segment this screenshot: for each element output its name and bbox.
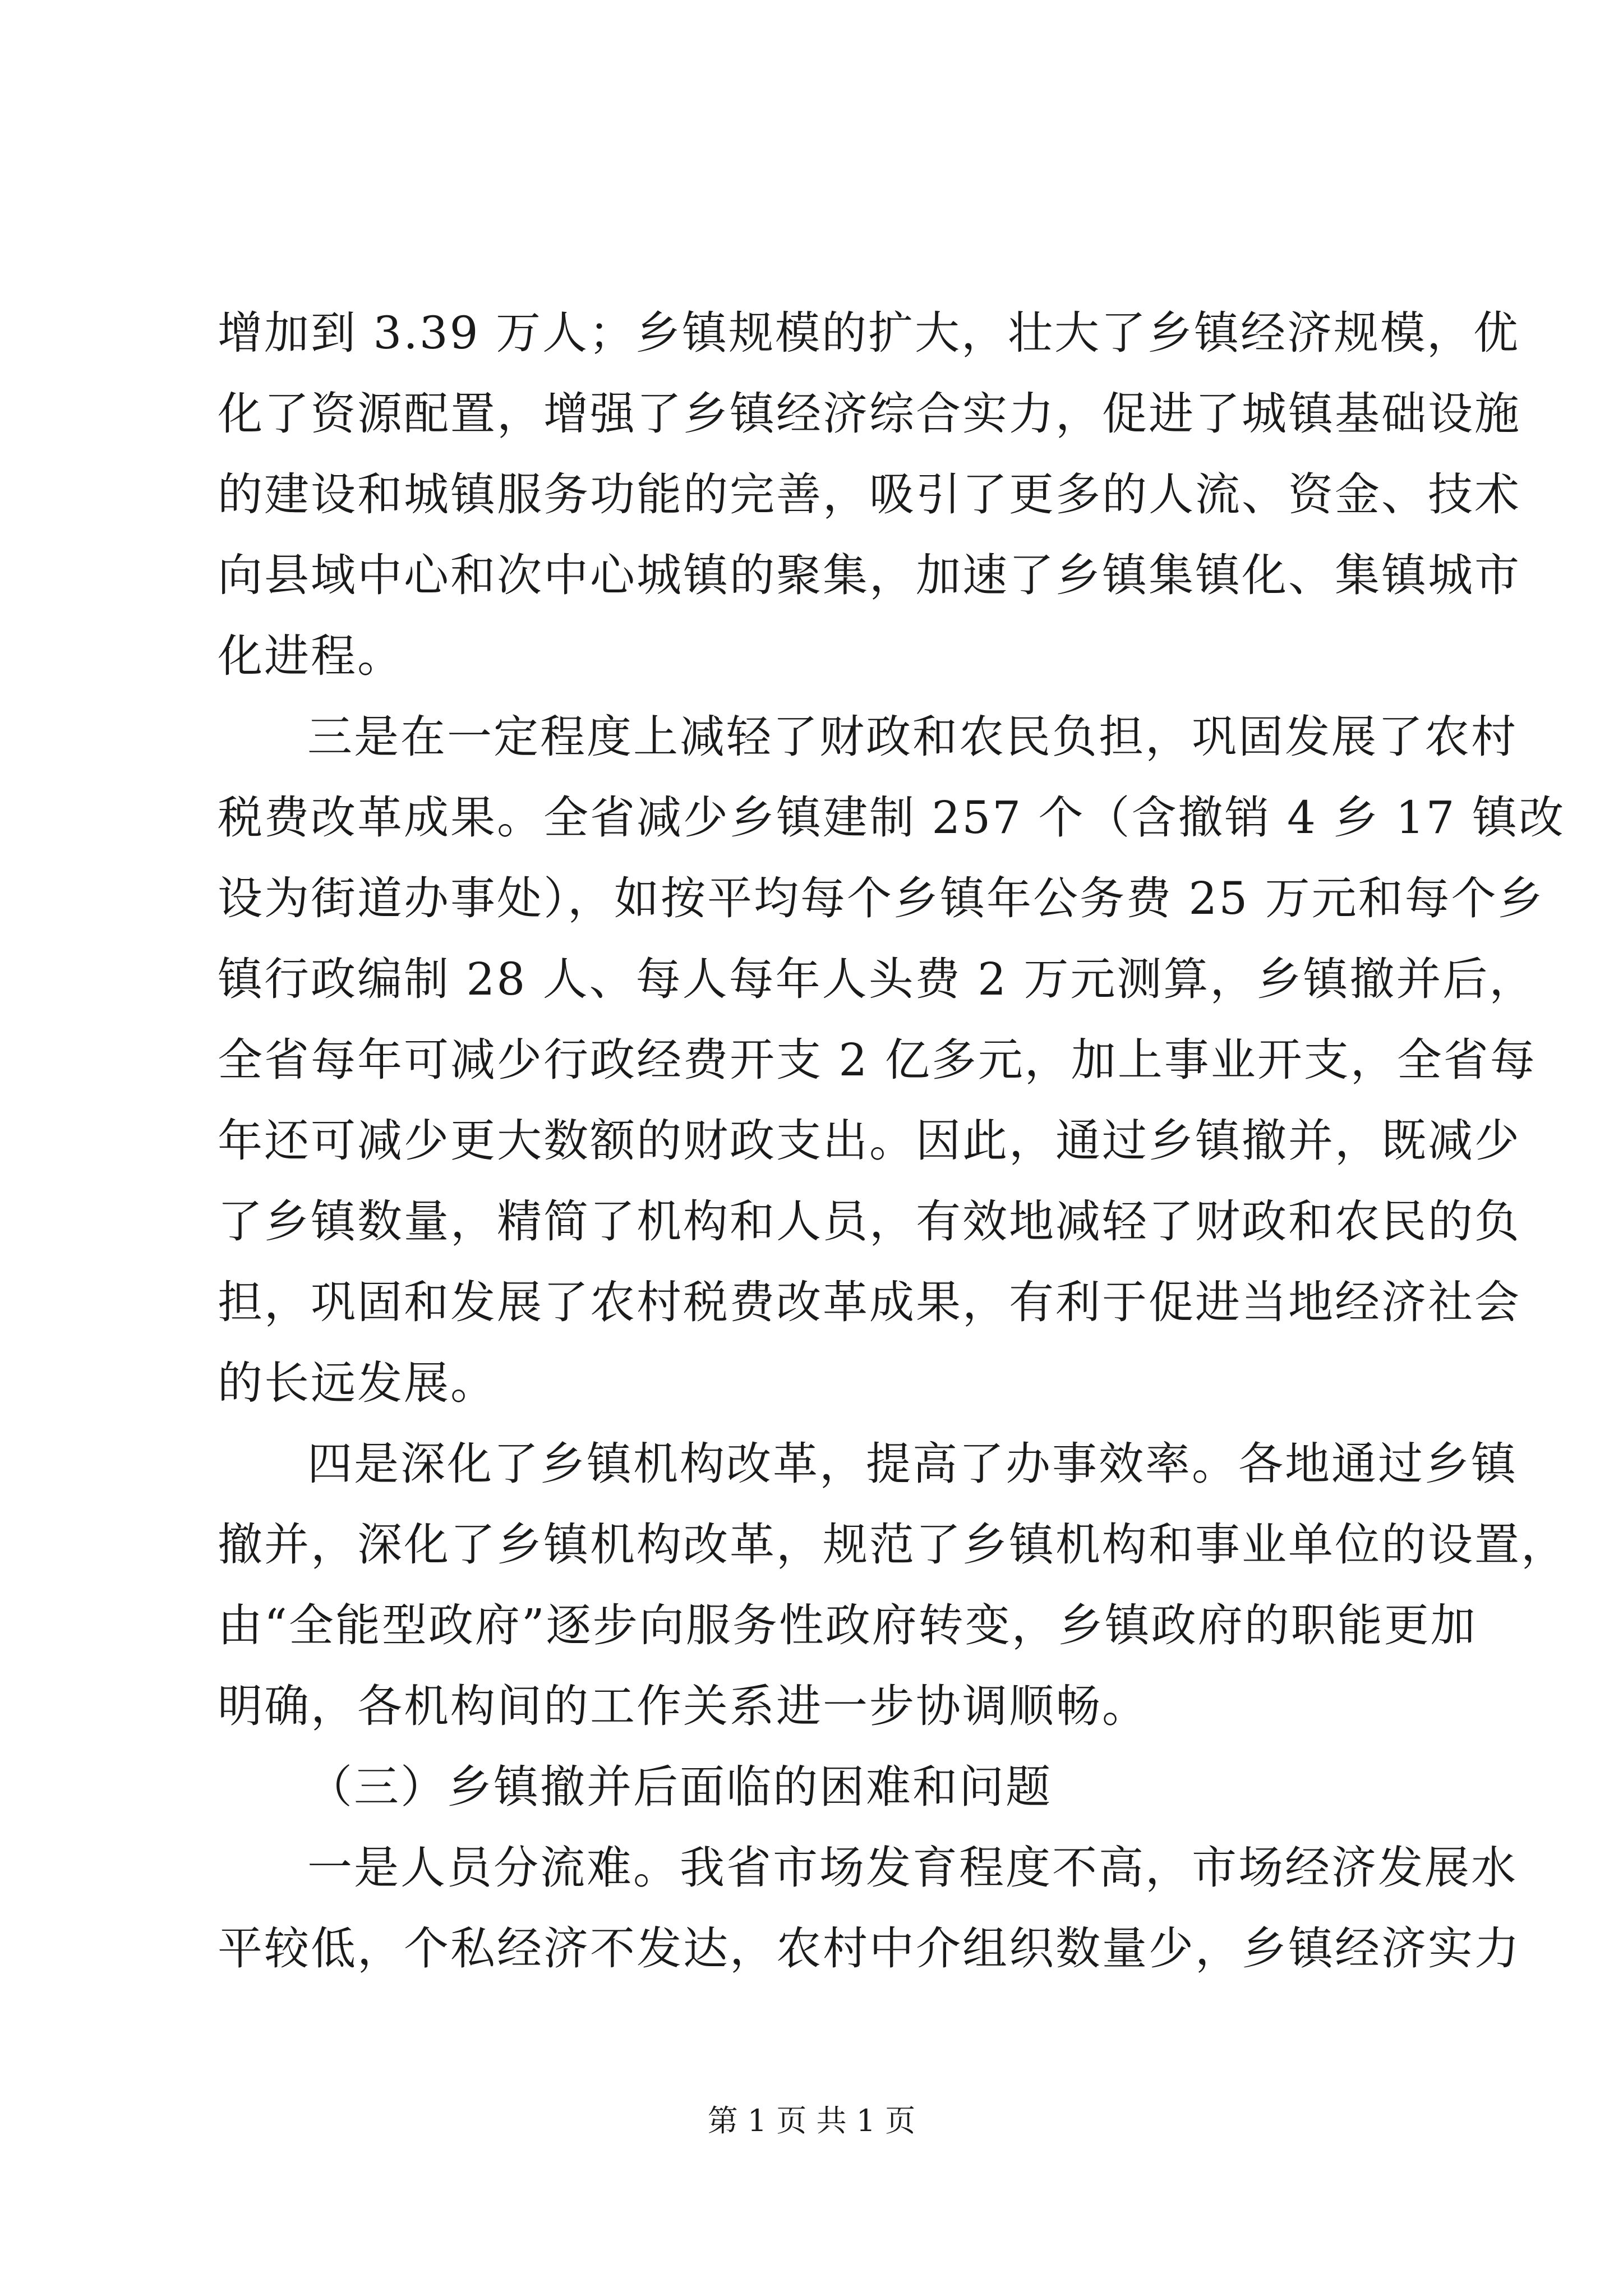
text-line: 年还可减少更大数额的财政支出。因此，通过乡镇撤并，既减少: [218, 1115, 1521, 1167]
text-line: 化了资源配置，增强了乡镇经济综合实力，促进了城镇基础设施: [218, 388, 1521, 440]
text-line: 的长远发展。: [218, 1357, 497, 1409]
section-heading: （三）乡镇撤并后面临的困难和问题: [307, 1761, 1052, 1813]
text-line: 向县域中心和次中心城镇的聚集，加速了乡镇集镇化、集镇城市: [218, 549, 1521, 601]
text-line: 税费改革成果。全省减少乡镇建制 257 个（含撤销 4 乡 17 镇改: [218, 792, 1565, 844]
text-line: 撤并，深化了乡镇机构改革，规范了乡镇机构和事业单位的设置，: [218, 1519, 1567, 1571]
text-line: 化进程。: [218, 630, 404, 682]
text-line: 全省每年可减少行政经费开支 2 亿多元，加上事业开支，全省每: [218, 1034, 1537, 1086]
paragraph-first-line: 一是人员分流难。我省市场发育程度不高，市场经济发展水: [307, 1842, 1518, 1894]
text-line: 平较低，个私经济不发达，农村中介组织数量少，乡镇经济实力: [218, 1922, 1521, 1975]
paragraph-first-line: 四是深化了乡镇机构改革，提高了办事效率。各地通过乡镇: [307, 1438, 1518, 1490]
text-line: 担，巩固和发展了农村税费改革成果，有利于促进当地经济社会: [218, 1276, 1521, 1328]
text-line: 由“全能型政府”逐步向服务性政府转变，乡镇政府的职能更加: [218, 1599, 1477, 1651]
page-footer: 第 1 页 共 1 页: [707, 2103, 916, 2138]
text-line: 的建设和城镇服务功能的完善，吸引了更多的人流、资金、技术: [218, 468, 1521, 521]
text-line: 明确，各机构间的工作关系进一步协调顺畅。: [218, 1680, 1149, 1732]
text-line: 了乡镇数量，精简了机构和人员，有效地减轻了财政和农民的负: [218, 1195, 1521, 1248]
paragraph-first-line: 三是在一定程度上减轻了财政和农民负担，巩固发展了农村: [307, 711, 1518, 763]
text-line: 设为街道办事处），如按平均每个乡镇年公务费 25 万元和每个乡: [218, 872, 1544, 924]
text-line: 镇行政编制 28 人、每人每年人头费 2 万元测算，乡镇撤并后，: [218, 953, 1536, 1005]
text-line: 增加到 3.39 万人；乡镇规模的扩大，壮大了乡镇经济规模，优: [218, 307, 1520, 359]
